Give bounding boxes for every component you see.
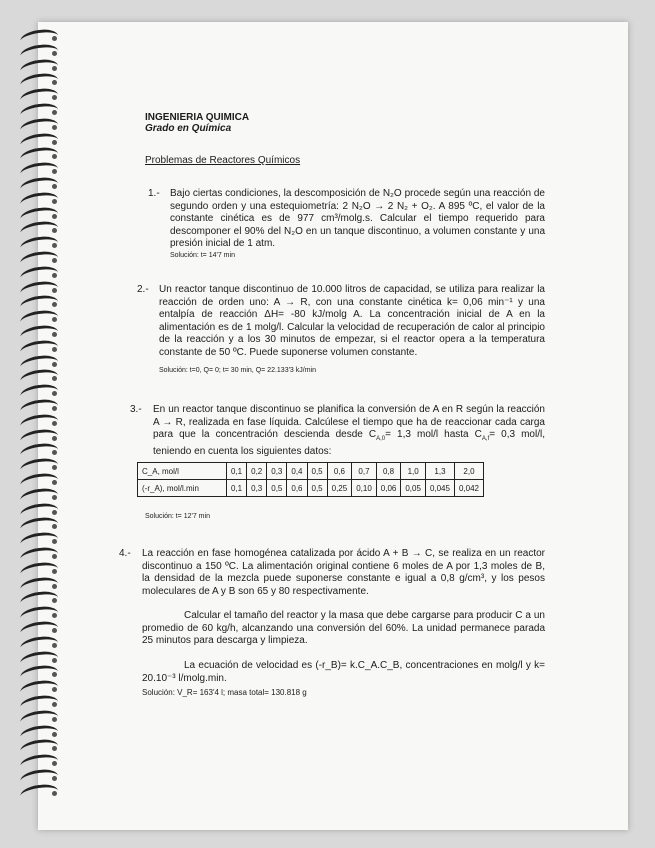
table-cell: 0,042 — [454, 480, 483, 497]
binding-hole — [52, 110, 57, 115]
table-cell: 0,5 — [307, 480, 327, 497]
binding-hole — [52, 243, 57, 248]
binding-hole — [52, 140, 57, 145]
binding-hole — [52, 332, 57, 337]
problem-4-solution: Solución: V_R= 163'4 l; masa total= 130.818 g — [142, 688, 307, 697]
table-cell: 0,7 — [352, 463, 377, 480]
binding-hole — [52, 554, 57, 559]
table-cell: 0,05 — [401, 480, 426, 497]
table-cell: 0,8 — [376, 463, 401, 480]
binding-hole — [52, 465, 57, 470]
binding-hole — [52, 495, 57, 500]
problem-1-number: 1.- — [148, 188, 160, 199]
table-cell: 0,3 — [267, 463, 287, 480]
binding-hole — [52, 258, 57, 263]
binding-hole — [52, 391, 57, 396]
binding-hole — [52, 480, 57, 485]
spiral-binding — [20, 30, 60, 800]
binding-hole — [52, 51, 57, 56]
binding-hole — [52, 66, 57, 71]
binding-hole — [52, 702, 57, 707]
problem-3-solution: Solución: t= 12'7 min — [145, 513, 210, 520]
problem-1-text: Bajo ciertas condiciones, la descomposición de N₂O procede según una reacción de segundo orden y una estequiometría: 2 N₂O → 2 N₂ + O₂. A 895 ºC, el valor de la constante cinética es de 977 cm³/molg.s. Calcular el tiempo requerido para descomponer el 90% del N₂O en un tanque discontinuo, a volumen constante y una presión inicial de 1 atm. — [170, 188, 545, 250]
table-cell: 1,3 — [425, 463, 454, 480]
problem-4-paragraph-2: Calcular el tamaño del reactor y la masa que debe cargarse para producir C a un promedio de 60 kg/h, alcanzando una conversión del 60%. La unidad permanece parada 25 minutos para descarga y limpieza. — [142, 610, 545, 647]
binding-hole — [52, 406, 57, 411]
problem-1-solution: Solución: t= 14'7 min — [170, 252, 235, 259]
binding-hole — [52, 228, 57, 233]
binding-hole — [52, 317, 57, 322]
binding-hole — [52, 687, 57, 692]
binding-hole — [52, 199, 57, 204]
binding-hole — [52, 658, 57, 663]
table-cell: 0,1 — [227, 463, 247, 480]
binding-hole — [52, 154, 57, 159]
section-heading: Problemas de Reactores Químicos — [145, 155, 301, 166]
table-cell: 0,25 — [327, 480, 352, 497]
problem-4-paragraph-1: La reacción en fase homogénea catalizada por ácido A + B → C, se realiza en un reactor discontinuo a 150 ºC. La alimentación original contiene 6 moles de A por 1,3 moles de B, la densidad de la mezcla puede suponerse constante e igual a 0,8 g/cm³, y los pesos moleculares de A y B son 65 y 80 respectivamente. — [142, 548, 545, 597]
problem-4-number: 4.- — [119, 548, 131, 559]
binding-hole — [52, 643, 57, 648]
table-cell: 0,045 — [425, 480, 454, 497]
binding-hole — [52, 169, 57, 174]
table-row-label: C_A, mol/l — [138, 463, 227, 480]
binding-hole — [52, 746, 57, 751]
binding-hole — [52, 125, 57, 130]
binding-hole — [52, 717, 57, 722]
binding-hole — [52, 776, 57, 781]
binding-hole — [52, 436, 57, 441]
table-cell: 0,10 — [352, 480, 377, 497]
table-cell: 2,0 — [454, 463, 483, 480]
binding-hole — [52, 598, 57, 603]
table-row-rate — [138, 480, 484, 497]
course-title: INGENIERIA QUIMICA — [145, 112, 250, 123]
table-cell: 0,2 — [247, 463, 267, 480]
binding-hole — [52, 362, 57, 367]
binding-hole — [52, 347, 57, 352]
binding-hole — [52, 80, 57, 85]
problem-2-text: Un reactor tanque discontinuo de 10.000 litros de capacidad, se utiliza para realizar la reacción de orden uno: A → R, con una constante cinética k= 0,06 min⁻¹ y una entalpía de reacción ΔH= -80 kJ/molg A. La concentración inicial de A en la alimentación es de 1 molg/l. Calcular la velocidad de recuperación de calor al principio de la reacción y a los 30 minutos de empezar, si el reactor opera a la temperatura constante de 50 ºC. Puede suponerse volumen constante. — [159, 284, 545, 358]
binding-hole — [52, 628, 57, 633]
table-cell: 0,6 — [327, 463, 352, 480]
binding-hole — [52, 613, 57, 618]
table-cell: 0,1 — [227, 480, 247, 497]
data-table — [137, 462, 484, 497]
binding-hole — [52, 95, 57, 100]
binding-hole — [52, 36, 57, 41]
problem-2-solution: Solución: t=0, Q= 0; t= 30 min, Q= 22.133'3 kJ/min — [159, 367, 316, 374]
problem-3-text: En un reactor tanque discontinuo se planifica la conversión de A en R según la reacción A → R, realizada en fase líquida. Calcúlese el tiempo que ha de reaccionar cada carga para que la concentración descienda desde $C_{A,0}= 1,3$ mol/l hasta $C_{A,f}= 0,3$ mol/l, teniendo en cuenta los siguientes datos: — [153, 404, 545, 457]
binding-hole — [52, 524, 57, 529]
table-cell: 0,4 — [287, 463, 307, 480]
problem-3-number: 3.- — [130, 404, 142, 415]
binding-hole — [52, 510, 57, 515]
binding-hole — [52, 569, 57, 574]
table-row-concentration — [138, 463, 484, 480]
binding-hole — [52, 539, 57, 544]
binding-hole — [52, 184, 57, 189]
binding-hole — [52, 584, 57, 589]
binding-hole — [52, 732, 57, 737]
binding-hole — [52, 421, 57, 426]
binding-hole — [52, 288, 57, 293]
binding-hole — [52, 376, 57, 381]
binding-hole — [52, 273, 57, 278]
binding-hole — [52, 214, 57, 219]
table-row-label: (-r_A), mol/l.min — [138, 480, 227, 497]
table-cell: 0,3 — [247, 480, 267, 497]
problem-4-paragraph-3: La ecuación de velocidad es (-r_B)= k.C_A.C_B, concentraciones en molg/l y k= 20.10⁻³ l/molg.min. — [142, 660, 545, 684]
table-cell: 0,6 — [287, 480, 307, 497]
binding-hole — [52, 302, 57, 307]
binding-hole — [52, 672, 57, 677]
table-cell: 0,5 — [267, 480, 287, 497]
table-cell: 1,0 — [401, 463, 426, 480]
binding-hole — [52, 791, 57, 796]
binding-hole — [52, 761, 57, 766]
table-cell: 0,5 — [307, 463, 327, 480]
binding-hole — [52, 450, 57, 455]
problem-2-number: 2.- — [137, 284, 149, 295]
table-cell: 0,06 — [376, 480, 401, 497]
course-subtitle: Grado en Química — [145, 123, 232, 134]
